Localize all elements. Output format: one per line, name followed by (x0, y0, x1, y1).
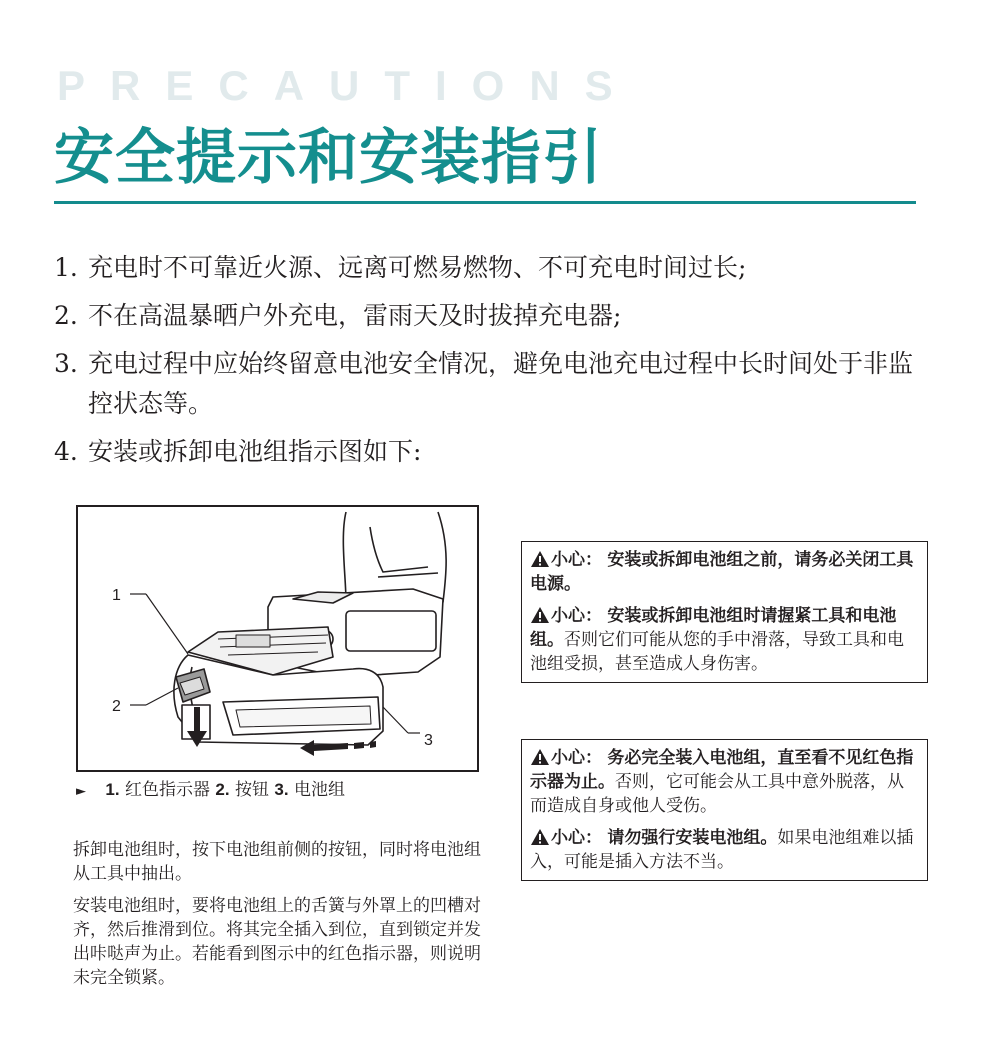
caption-num: 2. (215, 780, 230, 799)
step-text: 不在高温暴晒户外充电，雷雨天及时拔掉充电器; (88, 301, 622, 330)
caution-text: 如果电池组难以插入，可能是插入方法不当。 (530, 828, 914, 872)
list-item (54, 344, 934, 424)
caution-lead: 小心： (551, 748, 602, 768)
caption-label: 红色指示器 (125, 780, 210, 800)
warning-icon (530, 606, 550, 624)
caution-text: 否则，它可能会从工具中意外脱落，从而造成自身或他人受伤。 (530, 772, 904, 816)
warning-icon (530, 828, 550, 846)
figure-caption (76, 776, 496, 806)
caution-item (530, 746, 919, 818)
caution-box (521, 739, 928, 881)
tool-battery-illustration (78, 507, 477, 770)
paragraph: 安装电池组时，要将电池组上的舌簧与外罩上的凹槽对齐，然后推滑到位。将其完全插入到位，直到锁定并发出咔哒声为止。若能看到图示中的红色指示器，则说明未完全锁紧。 (73, 896, 481, 988)
caution-bold-text: 安装或拆卸电池组时请握紧工具和电池组。 (530, 606, 897, 650)
step-number: 4. (54, 437, 78, 466)
callout-3: 3 (424, 732, 433, 749)
caution-lead: 小心： (551, 550, 602, 570)
caption-label: 按钮 (235, 780, 269, 800)
caution-item (530, 826, 919, 874)
caution-bold-text: 请勿强行安装电池组。 (607, 828, 778, 848)
page-title: 安全提示和安装指引 (54, 123, 603, 193)
steps-list (54, 248, 934, 480)
step-text: 充电过程中应始终留意电池安全情况，避免电池充电过程中长时间处于非监控状态等。 (88, 349, 914, 418)
caution-lead: 小心： (551, 606, 602, 626)
list-item (54, 248, 934, 288)
instructions-body (73, 838, 481, 998)
step-number: 2. (54, 301, 78, 330)
title-divider (54, 201, 916, 204)
warning-icon (530, 748, 550, 766)
callout-2: 2 (112, 698, 121, 715)
caution-item (530, 604, 919, 676)
step-text: 充电时不可靠近火源、远离可燃易燃物、不可充电时间过长; (88, 253, 747, 282)
caution-item (530, 548, 919, 596)
callout-1: 1 (112, 587, 121, 604)
warning-icon (530, 550, 550, 568)
list-item (54, 296, 934, 336)
caption-arrow-icon: ► (76, 784, 86, 799)
caution-bold-text: 务必完全装入电池组，直至看不见红色指示器为止。 (530, 748, 914, 792)
battery-install-figure (76, 505, 479, 772)
caution-text: 否则它们可能从您的手中滑落，导致工具和电池组受损，甚至造成人身伤害。 (530, 630, 904, 674)
caption-num: 1. (105, 780, 120, 799)
list-item (54, 432, 934, 472)
step-number: 1. (54, 253, 78, 282)
caution-box (521, 541, 928, 683)
step-text: 安装或拆卸电池组指示图如下: (88, 437, 422, 466)
paragraph: 拆卸电池组时，按下电池组前侧的按钮，同时将电池组从工具中抽出。 (73, 840, 481, 884)
caution-bold-text: 安装或拆卸电池组之前，请务必关闭工具电源。 (530, 550, 914, 594)
eyebrow-heading: PRECAUTIONS (57, 62, 638, 109)
step-number: 3. (54, 349, 78, 378)
caption-num: 3. (274, 780, 289, 799)
caption-label: 电池组 (294, 780, 345, 800)
caution-lead: 小心： (551, 828, 602, 848)
